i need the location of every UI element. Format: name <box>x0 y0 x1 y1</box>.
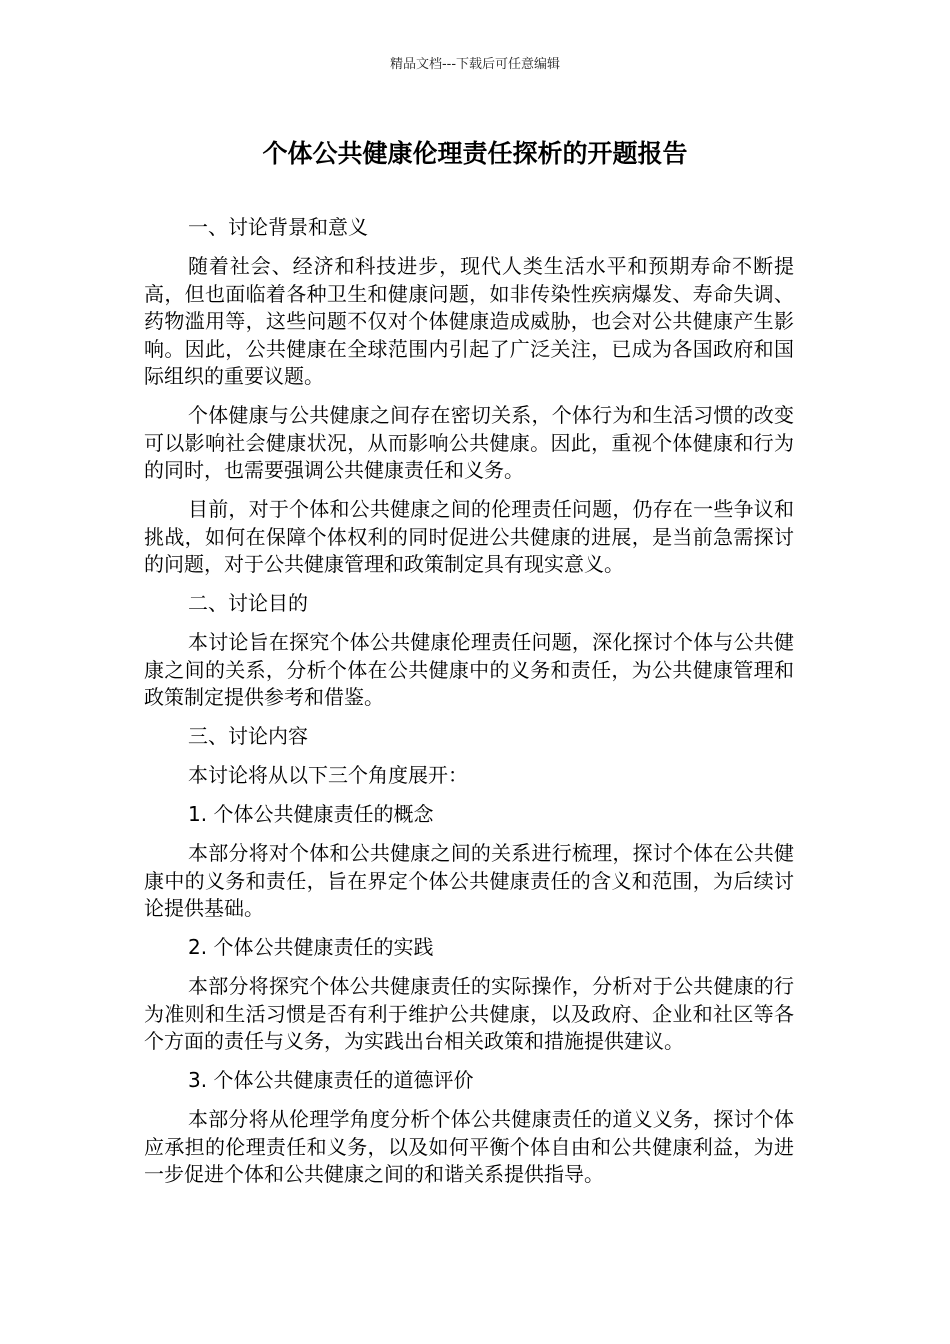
section-heading-purpose: 二、讨论目的 <box>188 591 308 615</box>
subheading-practice: 2. 个体公共健康责任的实践 <box>188 935 434 959</box>
header-note: 精品文档---下载后可任意编辑 <box>389 57 561 72</box>
paragraph: 本讨论旨在探究个体公共健康伦理责任问题，深化探讨个体与公共健康之间的关系，分析个体在公共健康中的义务和责任，为公共健康管理和政策制定提供参考和借鉴。 <box>144 630 794 709</box>
paragraph: 本部分将对个体和公共健康之间的关系进行梳理，探讨个体在公共健康中的义务和责任，旨在界定个体公共健康责任的含义和范围，为后续讨论提供基础。 <box>144 841 794 920</box>
paragraph: 个体健康与公共健康之间存在密切关系，个体行为和生活习惯的改变可以影响社会健康状况，从而影响公共健康。因此，重视个体健康和行为的同时，也需要强调公共健康责任和义务。 <box>144 403 794 482</box>
paragraph: 目前，对于个体和公共健康之间的伦理责任问题，仍存在一些争议和挑战，如何在保障个体权利的同时促进公共健康的进展，是当前急需探讨的问题，对于公共健康管理和政策制定具有现实意义。 <box>144 497 794 576</box>
paragraph: 本部分将从伦理学角度分析个体公共健康责任的道义义务，探讨个体应承担的伦理责任和义务，以及如何平衡个体自由和公共健康利益，为进一步促进个体和公共健康之间的和谐关系提供指导。 <box>144 1107 794 1186</box>
subheading-moral-evaluation: 3. 个体公共健康责任的道德评价 <box>188 1068 474 1092</box>
document-body <box>144 214 794 1200</box>
paragraph: 本讨论将从以下三个角度展开： <box>188 763 468 787</box>
section-heading-background: 一、讨论背景和意义 <box>188 215 368 239</box>
paragraph: 随着社会、经济和科技进步，现代人类生活水平和预期寿命不断提高，但也面临着各种卫生和健康问题，如非传染性疾病爆发、寿命失调、药物滥用等，这些问题不仅对个体健康造成威胁，也会对公共健康产生影响。因此，公共健康在全球范围内引起了广泛关注，已成为各国政府和国际组织的重要议题。 <box>144 254 794 388</box>
paragraph: 本部分将探究个体公共健康责任的实际操作，分析对于公共健康的行为准则和生活习惯是否有利于维护公共健康，以及政府、企业和社区等各个方面的责任与义务，为实践出台相关政策和措施提供建议。 <box>144 974 794 1053</box>
document-title: 个体公共健康伦理责任探析的开题报告 <box>262 139 688 168</box>
subheading-concept: 1. 个体公共健康责任的概念 <box>188 802 434 826</box>
section-heading-content: 三、讨论内容 <box>188 724 308 748</box>
